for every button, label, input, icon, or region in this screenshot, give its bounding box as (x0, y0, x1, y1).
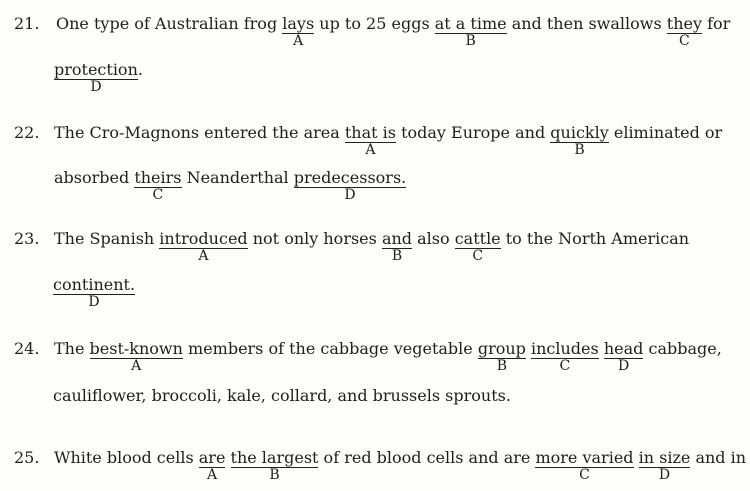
option-label-a: A (207, 467, 218, 483)
option-label-d: D (344, 187, 356, 203)
underlined-option-a: are A (198, 448, 226, 483)
text-segment: eliminated or (608, 123, 723, 142)
underlined-option-c: more varied C (535, 448, 634, 483)
question-number: 25. (14, 448, 40, 467)
question-number: 24. (14, 339, 40, 358)
question-text-line (54, 448, 747, 483)
text-segment: The Cro-Magnons entered the area (54, 123, 345, 142)
underlined-option-d: protection D (54, 60, 138, 95)
text-segment: absorbed (54, 168, 135, 187)
option-label-c: C (579, 467, 590, 483)
text-segment: One type of Australian frog (56, 14, 283, 33)
text-segment: to the North American (500, 229, 690, 248)
underlined-option-c: cattle C (454, 229, 501, 264)
option-label-d: D (658, 467, 671, 483)
option-label-c: C (559, 358, 571, 374)
option-label-b: B (269, 467, 280, 483)
underlined-option-c: includes C (531, 339, 599, 374)
underlined-option-d: continent. D (53, 275, 136, 310)
option-label-b: B (391, 248, 403, 264)
underlined-option-a: best-known A (89, 339, 183, 374)
option-label-b: B (465, 33, 476, 49)
question-number: 23. (14, 229, 40, 248)
text-segment: for (702, 14, 731, 33)
question-number: 22. (14, 123, 40, 142)
underlined-option-b: quickly B (550, 123, 609, 158)
text-segment: also (412, 229, 455, 248)
text-segment: up to 25 eggs (314, 14, 435, 33)
option-label-b: B (496, 358, 508, 374)
question-text-line (54, 123, 723, 158)
option-label-a: A (198, 248, 209, 264)
option-label-a: A (365, 142, 376, 158)
underlined-option-a: introduced A (159, 229, 248, 264)
text-segment: and in (690, 448, 747, 467)
text-segment: members of the cabbage vegetable (182, 339, 478, 358)
text-segment: The Spanish (54, 229, 160, 248)
option-label-d: D (90, 79, 102, 95)
underlined-option-a: lays A (282, 14, 315, 49)
underlined-option-b: the largest B (230, 448, 319, 483)
underlined-option-b: group B (477, 339, 526, 374)
underlined-option-c: theirs C (134, 168, 182, 203)
text-segment: . (137, 60, 143, 79)
question-text-line (54, 168, 407, 203)
question-text-line (56, 14, 731, 49)
text-segment: today Europe and (395, 123, 551, 142)
question-number: 21. (14, 14, 40, 33)
option-label-d: D (88, 294, 100, 310)
question-text-line (54, 339, 722, 374)
underlined-option-b: at a time B (434, 14, 507, 49)
underlined-option-d: predecessors. D (293, 168, 407, 203)
underlined-option-c: they C (666, 14, 703, 49)
text-segment: of red blood cells and are (318, 448, 536, 467)
option-label-a: A (131, 358, 142, 374)
text-segment: cabbage, (643, 339, 722, 358)
underlined-option-a: that is A (344, 123, 396, 158)
text-segment: Neanderthal (181, 168, 294, 187)
underlined-option-d: head D (603, 339, 644, 374)
text-segment: not only horses (247, 229, 382, 248)
question-text-line: cauliflower, broccoli, kale, collard, and brussels sprouts. (53, 386, 511, 405)
option-label-c: C (472, 248, 484, 264)
option-label-b: B (574, 142, 585, 158)
text-segment: White blood cells (54, 448, 199, 467)
underlined-option-b: and B (381, 229, 413, 264)
text-segment: The (54, 339, 90, 358)
question-text-line (53, 275, 136, 310)
question-text-line (54, 60, 143, 95)
question-text-line (54, 229, 690, 264)
option-label-c: C (152, 187, 164, 203)
text-segment: and then swallows (506, 14, 667, 33)
option-label-d: D (617, 358, 630, 374)
underlined-option-d: in size D (638, 448, 691, 483)
option-label-a: A (293, 33, 304, 49)
option-label-c: C (679, 33, 690, 49)
